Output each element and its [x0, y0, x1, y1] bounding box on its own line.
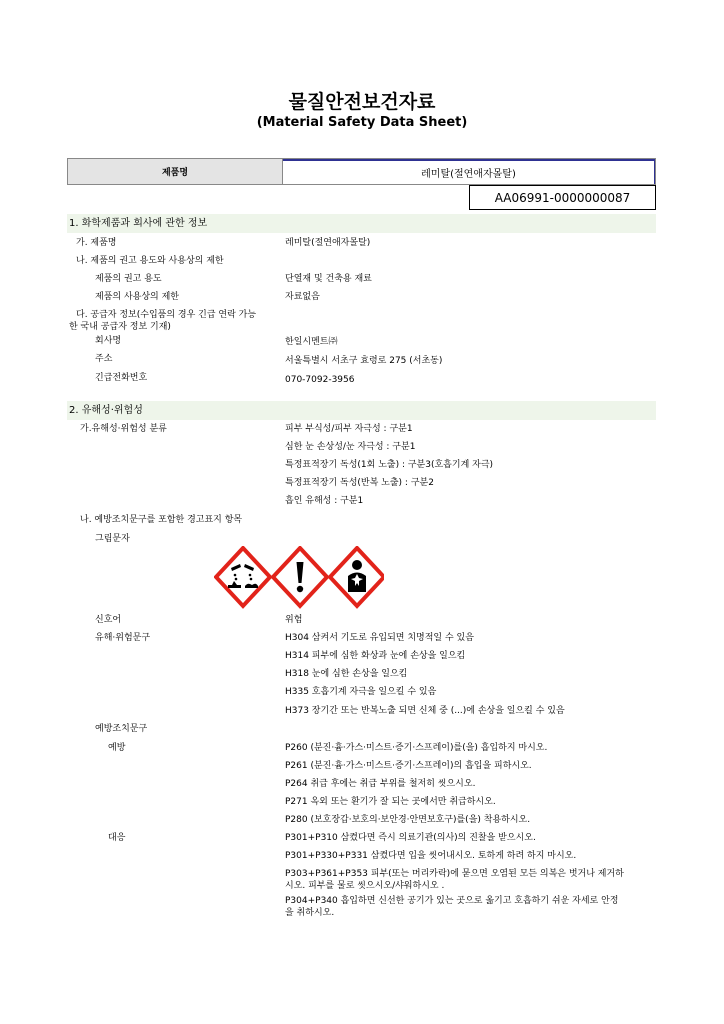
corrosion-icon [216, 548, 270, 606]
classification-item: 특정표적장기 독성(반복 노출) : 구분2 [285, 478, 434, 488]
classification-item: 흡인 유해성 : 구분1 [285, 496, 364, 506]
section-1-heading: 1. 화학제품과 회사에 관한 정보 [67, 214, 656, 233]
document-subtitle: (Material Safety Data Sheet) [256, 115, 468, 130]
document-id: AA06991-0000000087 [469, 185, 656, 210]
hazard-statement-label: 유해·위험문구 [95, 633, 151, 643]
pictogram-label: 그림문자 [95, 534, 130, 544]
hazard-statement: H314 피부에 심한 화상과 눈에 손상을 일으킴 [285, 651, 466, 661]
precaution-label: 예방조치문구 [95, 724, 148, 734]
section-2-heading: 2. 유해성·위험성 [67, 401, 656, 420]
ghs-pictograms [214, 546, 384, 610]
s1-b2-value: 자료없음 [285, 292, 320, 302]
hazard-statement: H335 호흡기계 자극을 일으킬 수 있음 [285, 687, 437, 697]
health-hazard-icon [330, 548, 384, 606]
hazard-statement: H304 삼켜서 기도로 유입되면 치명적일 수 있음 [285, 633, 474, 643]
s1-b-label: 나. 제품의 권고 용도와 사용상의 제한 [76, 256, 224, 266]
phone-label: 긴급전화번호 [95, 373, 148, 383]
response-statement: P303+P361+P353 피부(또는 머리카락)에 묻으면 오염된 모든 의복은 벗거나 제거하 [285, 869, 624, 879]
hazard-statement: H318 눈에 심한 손상을 일으킴 [285, 669, 408, 679]
response-statement: 을 취하시오. [285, 908, 335, 918]
signal-word-value: 위험 [285, 615, 303, 625]
company-value: 한일시멘트㈜ [285, 337, 338, 347]
prevention-statement: P264 취급 후에는 취급 부위를 철저히 씻으시오. [285, 779, 476, 789]
s1-b1-value: 단열재 및 건축용 재료 [285, 274, 372, 284]
classification-item: 특정표적장기 독성(1회 노출) : 구분3(호흡기계 자극) [285, 460, 494, 470]
classification-item: 심한 눈 손상성/눈 자극성 : 구분1 [285, 442, 416, 452]
product-name-table [67, 158, 656, 185]
response-statement: 시오. 피부를 물로 씻으시오/샤워하시오 . [285, 881, 445, 891]
prevention-statement: P280 (보호장갑·보호의·보안경·안면보호구)를(을) 착용하시오. [285, 815, 531, 825]
response-statement: P304+P340 흡입하면 신선한 공기가 있는 곳으로 옮기고 호흡하기 쉬운 자세로 안정 [285, 896, 619, 906]
address-label: 주소 [95, 354, 113, 364]
s1-a-label: 가. 제품명 [76, 238, 117, 248]
s2-a-label: 가.유해성·위험성 분류 [80, 424, 167, 434]
s1-c-label-line2: 한 국내 공급자 정보 기재) [69, 322, 171, 332]
response-statement: P301+P310 삼켰다면 즉시 의료기관(의사)의 진찰을 받으시오. [285, 833, 536, 843]
document-title: 물질안전보건자료 [288, 91, 436, 113]
response-statement: P301+P330+P331 삼켰다면 입을 씻어내시오. 토하게 하려 하지 마시오. [285, 851, 577, 861]
classification-item: 피부 부식성/피부 자극성 : 구분1 [285, 424, 413, 434]
exclamation-icon [273, 548, 327, 606]
hazard-statement: H373 장기간 또는 반복노출 되면 신체 중 (...)에 손상을 일으킬 수 있음 [285, 706, 565, 716]
prevention-statement: P261 (분진·흄·가스·미스트·증기·스프레이)의 흡입을 피하시오. [285, 761, 532, 771]
s1-b2-label: 제품의 사용상의 제한 [95, 292, 179, 302]
prevention-statement: P260 (분진·흄·가스·미스트·증기·스프레이)를(을) 흡입하지 마시오. [285, 743, 548, 753]
prevention-label: 예방 [108, 743, 126, 753]
response-label: 대응 [108, 833, 126, 843]
product-name-value: 레미탈(절연애자몰탈) [283, 159, 655, 184]
signal-word-label: 신호어 [95, 615, 122, 625]
company-label: 회사명 [95, 336, 122, 346]
phone-value: 070-7092-3956 [285, 375, 355, 385]
address-value: 서울특별시 서초구 효령로 275 (서초동) [285, 356, 443, 366]
s1-c-label-line1: 다. 공급자 정보(수입품의 경우 긴급 연락 가능 [76, 310, 257, 320]
prevention-statement: P271 옥외 또는 환기가 잘 되는 곳에서만 취급하시오. [285, 797, 496, 807]
s2-b-label: 나. 예방조치문구를 포함한 경고표지 항목 [80, 515, 243, 525]
product-name-label: 제품명 [68, 159, 283, 184]
s1-a-value: 레미탈(절연애자몰탈) [285, 238, 371, 248]
s1-b1-label: 제품의 권고 용도 [95, 274, 162, 284]
